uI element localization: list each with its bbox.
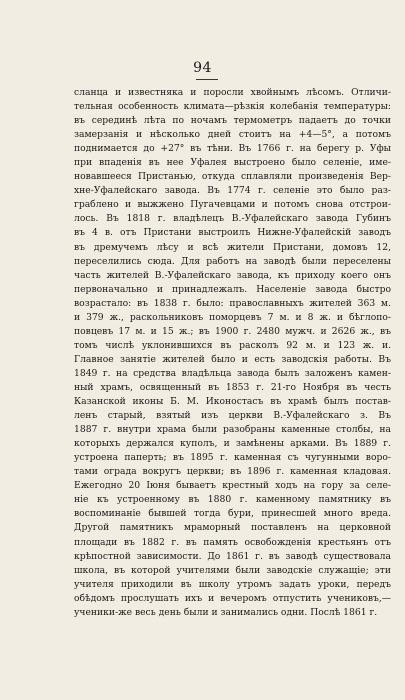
text-line: хне-Уфалейскаго завода. Въ 1774 г. селеніе это было раз- (74, 185, 391, 197)
text-line: первоначально и принадлежалъ. Населеніе завода быстро (74, 283, 391, 295)
text-line: Главное занятіе жителей было и есть заводскія работы. Въ (74, 353, 391, 365)
text-line: тами ограда вокругъ церкви; въ 1896 г. каменная кладовая. (74, 466, 391, 478)
text-line: обѣдомъ прослушать ихъ и вечеромъ отпустить учениковъ,— (74, 592, 391, 604)
text-line: новавшееся Пристанью, откуда сплавляли произведенія Вер- (74, 171, 391, 183)
text-line: 1849 г. на средства владѣльца завода былъ заложенъ камен- (74, 367, 391, 379)
text-line: переселились сюда. Для работъ на заводѣ были переселены (74, 255, 391, 267)
text-line: учителя приходили въ школу утромъ задать уроки, передъ (74, 578, 391, 590)
text-line: томъ числѣ уклонившихся въ расколъ 92 м. и 123 ж. и. (74, 339, 391, 351)
text-line: замерзанія и нѣсколько дней стоитъ на +4—5°, а потомъ (74, 129, 391, 141)
text-line: возрастало: въ 1838 г. было: православныхъ жителей 363 м. (74, 297, 391, 309)
text-line: Другой памятникъ мраморный поставленъ на церковной (74, 522, 391, 534)
text-line: лось. Въ 1818 г. владѣлецъ В.-Уфалейскаго завода Губинъ (74, 213, 391, 225)
body-text (74, 86, 391, 620)
text-line: повцевъ 17 м. и 15 ж.; въ 1900 г. 2480 мужч. и 2626 ж., въ (74, 325, 391, 337)
text-line: ніе къ устроенному въ 1880 г. каменному памятнику въ (74, 494, 391, 506)
text-line: сланца и известняка и поросли хвойнымъ лѣсомъ. Отличи- (74, 87, 391, 98)
text-line: ученики-же весь день были и занимались одни. Послѣ 1861 г. (74, 606, 378, 618)
text-line: воспоминаніе бывшей тогда бури, принесшей много вреда. (74, 508, 391, 520)
text-line: поднимается до +27° въ тѣни. Въ 1766 г. на берегу р. Уфы (74, 143, 391, 155)
text-line: часть жителей В.-Уфалейскаго завода, къ приходу коего онъ (74, 269, 391, 281)
text-line: ный храмъ, освященный въ 1853 г. 21-го Ноября въ честь (74, 381, 391, 393)
text-line: тельная особенность климата—рѣзкія колебанія температуры: (74, 101, 391, 113)
text-line: въ дремучемъ лѣсу и всѣ жители Пристани, домовъ 12, (74, 241, 391, 253)
text-line: площади въ 1882 г. въ память освобожденія крестьянъ отъ (74, 536, 391, 548)
text-line: при впаденія въ нее Уфалея выстроено было селеніе, име- (74, 157, 391, 169)
text-line: въ серединѣ лѣта по ночамъ термометръ падаетъ до точки (74, 115, 391, 127)
text-line: школа, въ которой учителями были заводскіе служащіе; эти (74, 564, 391, 576)
text-line: крѣпостной зависимости. До 1861 г. въ заводѣ существовала (74, 550, 391, 562)
text-line: въ 4 в. отъ Пристани выстроилъ Нижне-Уфалейскій заводъ (74, 227, 391, 239)
text-line: 1887 г. внутри храма были разобраны каменные столбы, на (74, 424, 391, 436)
text-line: ленъ старый, взятый изъ церкви В.-Уфалейскаго з. Въ (74, 410, 391, 422)
page-number: 94 (193, 60, 212, 76)
text-line: устроена паперть; въ 1895 г. каменная съ чугунными воро- (74, 452, 391, 464)
text-line: которыхъ держался куполъ, и замѣнены арками. Въ 1889 г. (74, 438, 391, 450)
text-line: граблено и выжжено Пугачевцами и потомъ снова отстрои- (74, 199, 391, 211)
text-line: и 379 ж., раскольниковъ поморцевъ 7 м. и 8 ж. и бѣглопо- (74, 311, 391, 323)
text-line: Казанской иконы Б. М. Иконостасъ въ храмѣ былъ постав- (74, 396, 391, 408)
page-number-rule (196, 79, 218, 80)
text-line: Ежегодно 20 Іюня бываетъ крестный ходъ на гору за селе- (74, 480, 391, 492)
